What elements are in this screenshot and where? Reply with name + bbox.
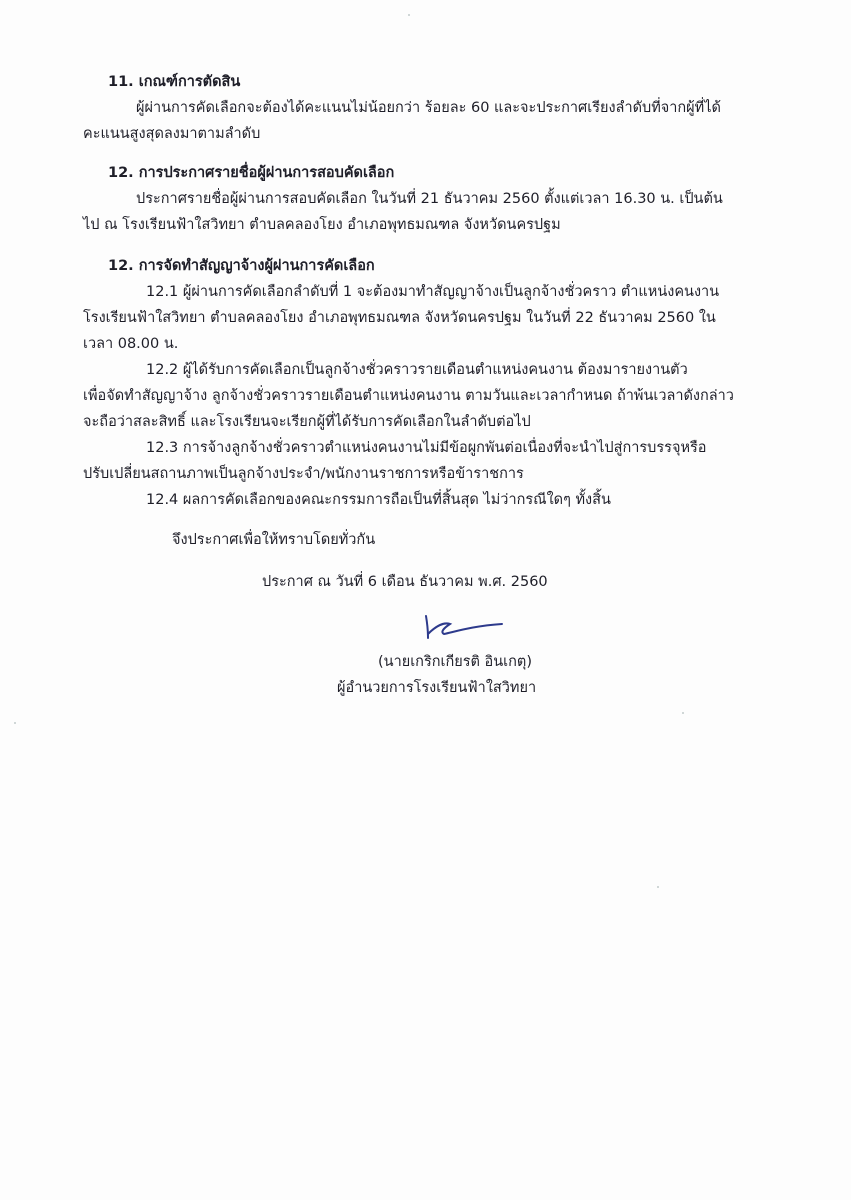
closing-statement: จึงประกาศเพื่อให้ทราบโดยทั่วกัน bbox=[172, 532, 376, 548]
clause-12-1-line-1: 12.1 ผู้ผ่านการคัดเลือกลำดับที่ 1 จะต้องมาทำสัญญาจ้างเป็นลูกจ้างชั่วคราว ตำแหน่งคนงาน bbox=[146, 284, 720, 300]
announcement-date: ประกาศ ณ วันที่ 6 เดือน ธันวาคม พ.ศ. 2560 bbox=[262, 574, 548, 590]
section-11-heading: 11. เกณฑ์การตัดสิน bbox=[108, 74, 241, 90]
section-12b-heading: 12. การจัดทำสัญญาจ้างผู้ผ่านการคัดเลือก bbox=[108, 258, 375, 274]
scan-speck bbox=[14, 722, 16, 724]
clause-12-2-line-2: เพื่อจัดทำสัญญาจ้าง ลูกจ้างชั่วคราวรายเดือนตำแหน่งคนงาน ตามวันและเวลากำหนด ถ้าพ้นเวลาดังกล่าว bbox=[83, 388, 734, 404]
scan-speck bbox=[657, 886, 659, 888]
section-11-line-1: ผู้ผ่านการคัดเลือกจะต้องได้คะแนนไม่น้อยกว่า ร้อยละ 60 และจะประกาศเรียงลำดับที่จากผู้ที่ได้ bbox=[136, 100, 721, 116]
clause-12-1-line-3: เวลา 08.00 น. bbox=[83, 336, 179, 352]
signer-title: ผู้อำนวยการโรงเรียนฟ้าใสวิทยา bbox=[337, 680, 537, 696]
clause-12-3-line-2: ปรับเปลี่ยนสถานภาพเป็นลูกจ้างประจำ/พนักงานราชการหรือข้าราชการ bbox=[83, 466, 524, 482]
clause-12-2-line-1: 12.2 ผู้ได้รับการคัดเลือกเป็นลูกจ้างชั่วคราวรายเดือนตำแหน่งคนงาน ต้องมารายงานตัว bbox=[146, 362, 688, 378]
clause-12-1-line-2: โรงเรียนฟ้าใสวิทยา ตำบลคลองโยง อำเภอพุทธมณฑล จังหวัดนครปฐม ในวันที่ 22 ธันวาคม 2560 ใน bbox=[83, 310, 716, 326]
signer-name: (นายเกริกเกียรติ อินเกตุ) bbox=[378, 654, 532, 670]
scan-speck bbox=[682, 712, 684, 714]
signature-image bbox=[420, 612, 510, 642]
clause-12-2-line-3: จะถือว่าสละสิทธิ์ และโรงเรียนจะเรียกผู้ที่ได้รับการคัดเลือกในลำดับต่อไป bbox=[83, 414, 531, 430]
scan-speck bbox=[408, 14, 410, 16]
clause-12-4-line-1: 12.4 ผลการคัดเลือกของคณะกรรมการถือเป็นที่สิ้นสุด ไม่ว่ากรณีใดๆ ทั้งสิ้น bbox=[146, 492, 611, 508]
section-12a-heading: 12. การประกาศรายชื่อผู้ผ่านการสอบคัดเลือก bbox=[108, 165, 395, 181]
section-12a-line-1: ประกาศรายชื่อผู้ผ่านการสอบคัดเลือก ในวันที่ 21 ธันวาคม 2560 ตั้งแต่เวลา 16.30 น. เป็นต้น bbox=[136, 191, 723, 207]
section-11-line-2: คะแนนสูงสุดลงมาตามลำดับ bbox=[83, 126, 261, 142]
clause-12-3-line-1: 12.3 การจ้างลูกจ้างชั่วคราวตำแหน่งคนงานไม่มีข้อผูกพันต่อเนื่องที่จะนำไปสู่การบรรจุหรือ bbox=[146, 440, 707, 456]
section-12a-line-2: ไป ณ โรงเรียนฟ้าใสวิทยา ตำบลคลองโยง อำเภอพุทธมณฑล จังหวัดนครปฐม bbox=[83, 217, 561, 233]
